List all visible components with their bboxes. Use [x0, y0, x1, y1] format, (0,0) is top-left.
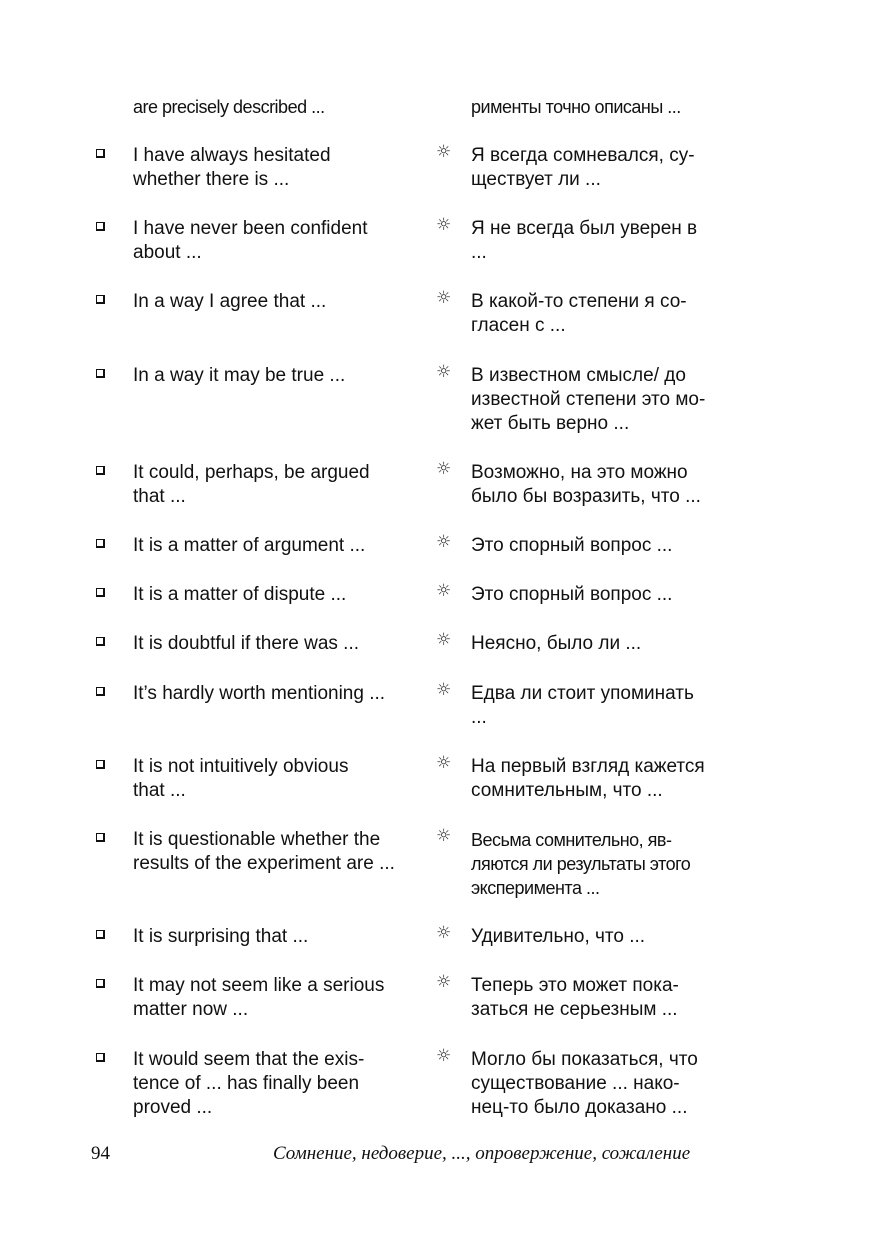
- sun-bullet-icon: ☼: [436, 1046, 452, 1066]
- english-phrase: It may not seem like a serious matter now ...: [133, 975, 385, 1020]
- russian-translation: Возможно, на это можно было бы возразить, что ...: [471, 462, 701, 507]
- russian-translation: Теперь это может пока- заться не серьезным ...: [471, 975, 679, 1020]
- checkbox-bullet-icon: [96, 1053, 105, 1062]
- sun-bullet-icon: ☼: [436, 142, 452, 162]
- russian-translation: Могло бы показаться, что существование ... нако- нец-то было доказано ...: [471, 1049, 698, 1118]
- sun-bullet-icon: ☼: [436, 972, 452, 992]
- checkbox-bullet-icon: [96, 687, 105, 696]
- english-phrase: I have always hesitated whether there is ...: [133, 145, 331, 190]
- russian-translation: Весьма сомнительно, яв- ляются ли результаты этого эксперимента ...: [471, 830, 691, 898]
- sun-bullet-icon: ☼: [436, 630, 452, 650]
- sun-bullet-icon: ☼: [436, 581, 452, 601]
- sun-bullet-icon: ☼: [436, 459, 452, 479]
- sun-bullet-icon: ☼: [436, 362, 452, 382]
- russian-translation: Едва ли стоит упоминать ...: [471, 683, 694, 728]
- sun-bullet-icon: ☼: [436, 288, 452, 308]
- checkbox-bullet-icon: [96, 637, 105, 646]
- sun-bullet-icon: ☼: [436, 680, 452, 700]
- english-phrase: It would seem that the exis- tence of ... has finally been proved ...: [133, 1049, 365, 1118]
- russian-translation: Неясно, было ли ...: [471, 633, 642, 654]
- english-phrase: In a way it may be true ...: [133, 365, 346, 386]
- sun-bullet-icon: ☼: [436, 923, 452, 943]
- english-phrase: It is a matter of dispute ...: [133, 584, 347, 605]
- page-number: 94: [91, 1143, 110, 1164]
- checkbox-bullet-icon: [96, 833, 105, 842]
- checkbox-bullet-icon: [96, 760, 105, 769]
- russian-translation: Я не всегда был уверен в ...: [471, 218, 698, 263]
- russian-translation: На первый взгляд кажется сомнительным, что ...: [471, 756, 705, 801]
- russian-translation: Это спорный вопрос ...: [471, 535, 673, 556]
- english-phrase: I have never been confident about ...: [133, 218, 368, 263]
- checkbox-bullet-icon: [96, 539, 105, 548]
- english-phrase: In a way I agree that ...: [133, 291, 327, 312]
- russian-translation: Это спорный вопрос ...: [471, 584, 673, 605]
- running-footer-title: Сомнение, недоверие, ..., опровержение, сожаление: [273, 1143, 691, 1164]
- english-phrase: It is doubtful if there was ...: [133, 633, 359, 654]
- english-phrase: It is surprising that ...: [133, 926, 309, 947]
- russian-translation: Я всегда сомневался, су- ществует ли ...: [471, 145, 695, 190]
- english-phrase: It is not intuitively obvious that ...: [133, 756, 349, 801]
- russian-translation: Удивительно, что ...: [471, 926, 646, 947]
- english-phrase: It is questionable whether the results of the experiment are ...: [133, 829, 395, 874]
- checkbox-bullet-icon: [96, 295, 105, 304]
- english-phrase: It could, perhaps, be argued that ...: [133, 462, 370, 507]
- checkbox-bullet-icon: [96, 149, 105, 158]
- russian-translation: В известном смысле/ до известной степени это мо- жет быть верно ...: [471, 365, 706, 434]
- sun-bullet-icon: ☼: [436, 215, 452, 235]
- sun-bullet-icon: ☼: [436, 753, 452, 773]
- sun-bullet-icon: ☼: [436, 826, 452, 846]
- checkbox-bullet-icon: [96, 588, 105, 597]
- checkbox-bullet-icon: [96, 930, 105, 939]
- checkbox-bullet-icon: [96, 979, 105, 988]
- english-phrase: It’s hardly worth mentioning ...: [133, 683, 386, 704]
- russian-translation: В какой-то степени я со- гласен с ...: [471, 291, 687, 336]
- russian-translation: рименты точно описаны ...: [471, 97, 681, 117]
- checkbox-bullet-icon: [96, 466, 105, 475]
- english-phrase: It is a matter of argument ...: [133, 535, 366, 556]
- sun-bullet-icon: ☼: [436, 532, 452, 552]
- english-phrase: are precisely described ...: [133, 97, 325, 117]
- checkbox-bullet-icon: [96, 222, 105, 231]
- checkbox-bullet-icon: [96, 369, 105, 378]
